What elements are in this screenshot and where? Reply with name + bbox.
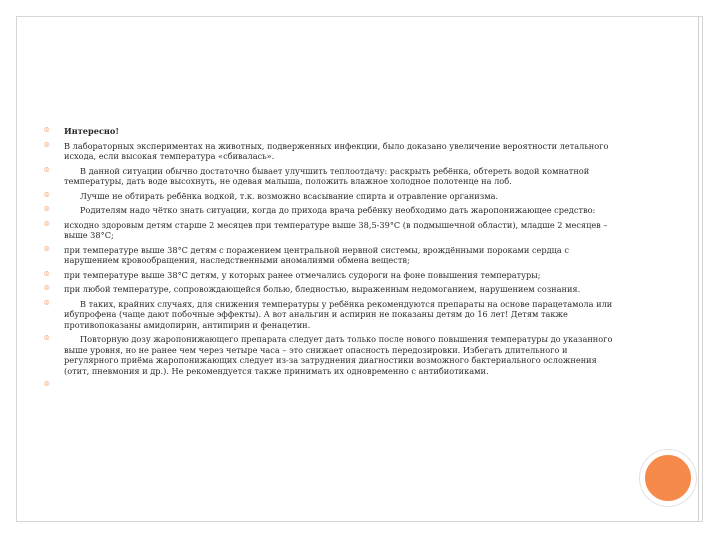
bullet-list xyxy=(44,126,614,391)
list-item-text: В таких, крайних случаях, для снижения температуры у ребёнка рекомендуются препараты на основе парацетамола или ибупрофена (чаще дают побочные эффекты). А вот анальгин и аспирин не показаны детям до 16 лет! Детям также противопоказаны амидопирин, антипирин и фенацетин. xyxy=(64,298,613,330)
list-item-text: В лабораторных экспериментах на животных, подверженных инфекции, было доказано увеличение вероятности летального исхода, если высокая температура «сбивалась». xyxy=(64,140,609,161)
list-item-text: при температуре выше 38°С детям, у которых ранее отмечались судороги на фоне повышения температуры; xyxy=(64,269,541,280)
list-item xyxy=(44,166,614,187)
bullet-icon: ⌾ xyxy=(44,269,50,280)
bullet-icon: ⌾ xyxy=(44,298,50,309)
list-item-text: при любой температуре, сопровождающейся болью, бледностью, выраженным недомоганием, нарушением сознания. xyxy=(64,284,581,295)
list-item xyxy=(44,270,614,280)
list-item-text: исходно здоровым детям старше 2 месяцев при температуре выше 38,5-39°С (в подмышечной области), младше 2 месяцев – выше 38°С; xyxy=(64,219,608,241)
right-divider xyxy=(698,16,699,522)
list-item xyxy=(44,284,614,294)
list-item-text: Лучше не обтирать ребёнка водкой, т.к. возможно всасывание спирта и отравление организма. xyxy=(80,190,499,201)
bullet-icon: ⌾ xyxy=(44,126,50,136)
bullet-icon: ⌾ xyxy=(44,380,50,391)
bullet-icon: ⌾ xyxy=(44,284,50,295)
bullet-icon: ⌾ xyxy=(44,219,50,230)
list-item-text: при температуре выше 38°С детям с поражением центральной нервной системы, врождёнными пороками сердца с нарушением кровообращения, наследственными аномалиями обмена веществ; xyxy=(64,244,569,266)
list-item-text: Родителям надо чётко знать ситуации, когда до прихода врача ребёнку необходимо дать жаропонижающее средство: xyxy=(80,205,596,216)
list-item-text: В данной ситуации обычно достаточно бывает улучшить теплоотдачу: раскрыть ребёнка, обтереть водой комнатной температуры, дать воде высохнуть, не одевая малыша, положить влажное холодное полотенце на лоб. xyxy=(64,165,590,186)
list-item xyxy=(44,191,614,201)
bullet-icon: ⌾ xyxy=(44,165,50,176)
list-item xyxy=(44,220,614,241)
list-item xyxy=(44,334,614,376)
bullet-icon: ⌾ xyxy=(44,244,50,255)
bullet-icon: ⌾ xyxy=(44,140,50,151)
list-item xyxy=(44,245,614,266)
list-item-text: Интересно! xyxy=(64,126,119,136)
list-item xyxy=(44,299,614,330)
list-item xyxy=(44,205,614,215)
bullet-icon: ⌾ xyxy=(44,334,50,345)
list-item-text: Повторную дозу жаропонижающего препарата следует дать только после нового повышения температуры до указанного выше уровня, но не ранее чем через четыре часа – это снижает опасность передозировки. Избегать длительного и регулярного приёма жаропонижающих следует из-за затруднения диагностики возможного бактериального осложнения (отит, пневмония и др.). Не рекомендуется также принимать их одновременно с антибиотиками. xyxy=(64,334,613,376)
list-item xyxy=(44,141,614,162)
bullet-icon: ⌾ xyxy=(44,190,50,201)
orange-circle-decoration xyxy=(640,450,696,506)
list-item xyxy=(44,126,614,136)
bullet-icon: ⌾ xyxy=(44,205,50,216)
